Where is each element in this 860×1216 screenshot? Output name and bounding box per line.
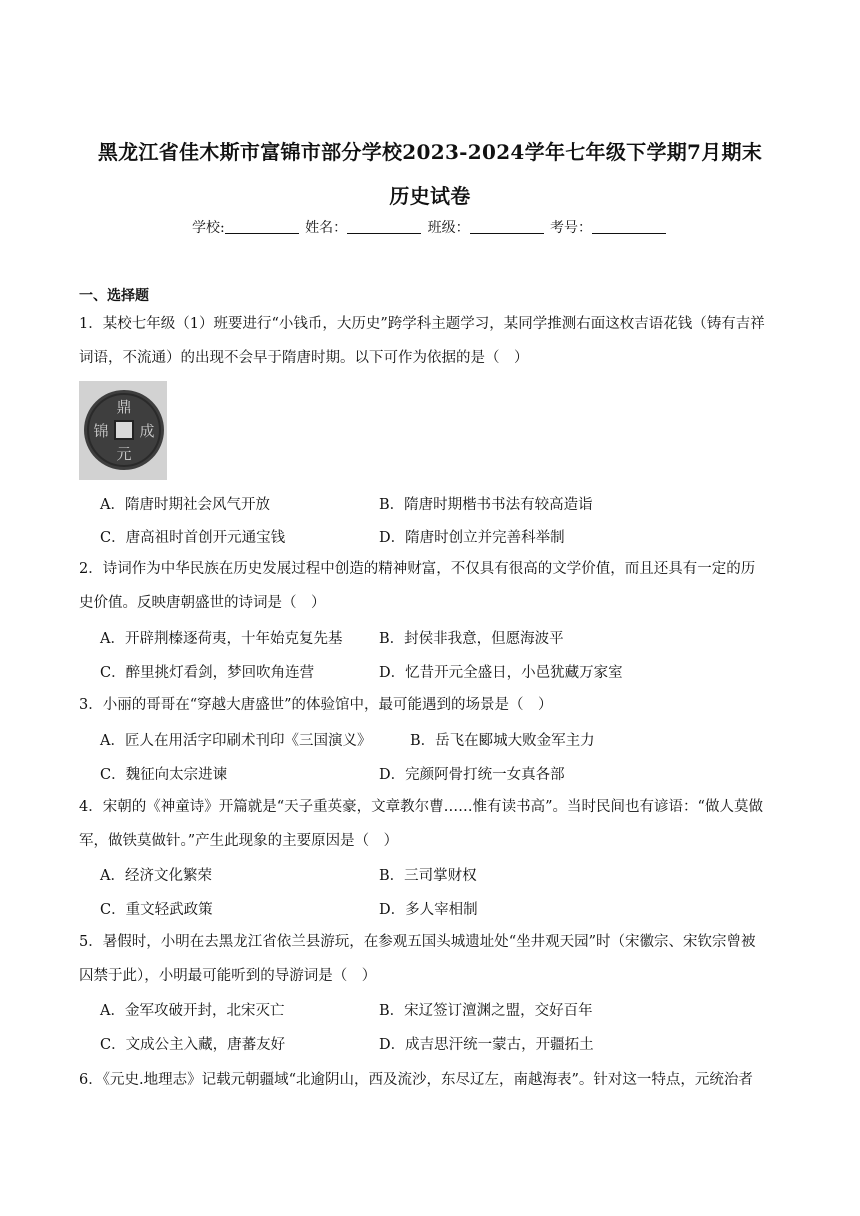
question-3-stem <box>79 688 783 722</box>
question-2-line-1: 2．诗词作为中华民族在历史发展过程中创造的精神财富，不仅具有很高的文学价值，而且还具有一定的历 <box>79 561 756 577</box>
coin-svg <box>79 381 167 480</box>
question-5-option-c[interactable]: C．文成公主入藏，唐蕃友好 <box>100 1037 286 1053</box>
question-3-option-a[interactable]: A．匠人在用活字印刷术刊印《三国演义》 <box>100 733 372 749</box>
question-1-line-1: 1．某校七年级（1）班要进行“小钱币，大历史”跨学科主题学习，某同学推测右面这枚吉语花钱（铸有吉祥 <box>79 316 765 332</box>
coin-image <box>79 381 167 480</box>
school-label: 学校: <box>191 220 225 236</box>
question-3-option-d[interactable]: D．完颜阿骨打统一女真各部 <box>379 767 565 783</box>
coin-char-top: 鼎 <box>116 398 132 416</box>
question-3-line-1: 3．小丽的哥哥在“穿越大唐盛世”的体验馆中，最可能遇到的场景是（ ） <box>79 697 553 713</box>
name-label: 姓名： <box>305 220 348 236</box>
question-3-option-b[interactable]: B．岳飞在郾城大败金军主力 <box>410 733 595 749</box>
question-6-line-1: 6．《元史.地理志》记载元朝疆域“北逾阴山，西及流沙，东尽辽左，南越海表”。针对这一特点，元统治者 <box>79 1072 753 1088</box>
question-4-stem <box>79 790 783 858</box>
class-blank[interactable] <box>470 219 544 234</box>
question-2-option-d[interactable]: D．忆昔开元全盛日，小邑犹藏万家室 <box>379 665 623 681</box>
question-4-option-b[interactable]: B．三司掌财权 <box>379 868 477 884</box>
question-2-option-a[interactable]: A．开辟荆榛逐荷夷，十年始克复先基 <box>100 631 343 647</box>
coin-char-left: 锦 <box>93 422 109 440</box>
coin-char-right: 成 <box>139 422 155 440</box>
question-3-option-c[interactable]: C．魏征向太宗进谏 <box>100 767 228 783</box>
coin-char-bottom: 元 <box>116 445 132 463</box>
question-1-option-d[interactable]: D．隋唐时创立并完善科举制 <box>379 530 565 546</box>
question-4-line-2: 军，做铁莫做针。”产生此现象的主要原因是（ ） <box>79 833 399 849</box>
question-5-option-b[interactable]: B．宋辽签订澶渊之盟，交好百年 <box>379 1003 593 1019</box>
question-1-option-a[interactable]: A．隋唐时期社会风气开放 <box>100 497 270 513</box>
exam-title-line1: 黑龙江省佳木斯市富锦市部分学校2023-2024学年七年级下学期7月期末 <box>97 140 763 164</box>
question-2-option-b[interactable]: B．封侯非我意，但愿海波平 <box>379 631 564 647</box>
exam-title-line2: 历史试卷 <box>389 184 471 208</box>
question-4-option-a[interactable]: A．经济文化繁荣 <box>100 868 212 884</box>
question-1-stem <box>79 307 783 375</box>
question-5-line-1: 5．暑假时，小明在去黑龙江省依兰县游玩，在参观五国头城遗址处“坐井观天园”时（宋徽宗、宋钦宗曾被 <box>79 934 756 950</box>
question-4-option-d[interactable]: D．多人宰相制 <box>379 902 478 918</box>
name-blank[interactable] <box>347 219 421 234</box>
question-1-option-c[interactable]: C．唐高祖时首创开元通宝钱 <box>100 530 286 546</box>
student-info-row <box>0 218 860 238</box>
question-6-stem <box>79 1063 783 1097</box>
section-title: 一、选择题 <box>79 288 149 304</box>
exam-number-blank[interactable] <box>592 219 666 234</box>
question-2-line-2: 史价值。反映唐朝盛世的诗词是（ ） <box>79 595 326 611</box>
question-2-option-c[interactable]: C．醉里挑灯看剑，梦回吹角连营 <box>100 665 315 681</box>
question-5-option-d[interactable]: D．成吉思汗统一蒙古，开疆拓土 <box>379 1037 594 1053</box>
question-5-stem <box>79 925 783 993</box>
class-label: 班级： <box>427 220 470 236</box>
school-blank[interactable] <box>225 219 299 234</box>
question-4-line-1: 4．宋朝的《神童诗》开篇就是“天子重英豪，文章教尔曹……惟有读书高”。当时民间也有谚语：“做人莫做 <box>79 799 763 815</box>
question-1-line-2: 词语，不流通）的出现不会早于隋唐时期。以下可作为依据的是（ ） <box>79 350 529 366</box>
question-1-option-b[interactable]: B．隋唐时期楷书书法有较高造诣 <box>379 497 593 513</box>
question-2-stem <box>79 552 783 620</box>
exam-number-label: 考号： <box>550 220 593 236</box>
question-5-line-2: 囚禁于此），小明最可能听到的导游词是（ ） <box>79 968 377 984</box>
question-4-option-c[interactable]: C．重文轻武政策 <box>100 902 213 918</box>
question-5-option-a[interactable]: A．金军攻破开封，北宋灭亡 <box>100 1003 285 1019</box>
